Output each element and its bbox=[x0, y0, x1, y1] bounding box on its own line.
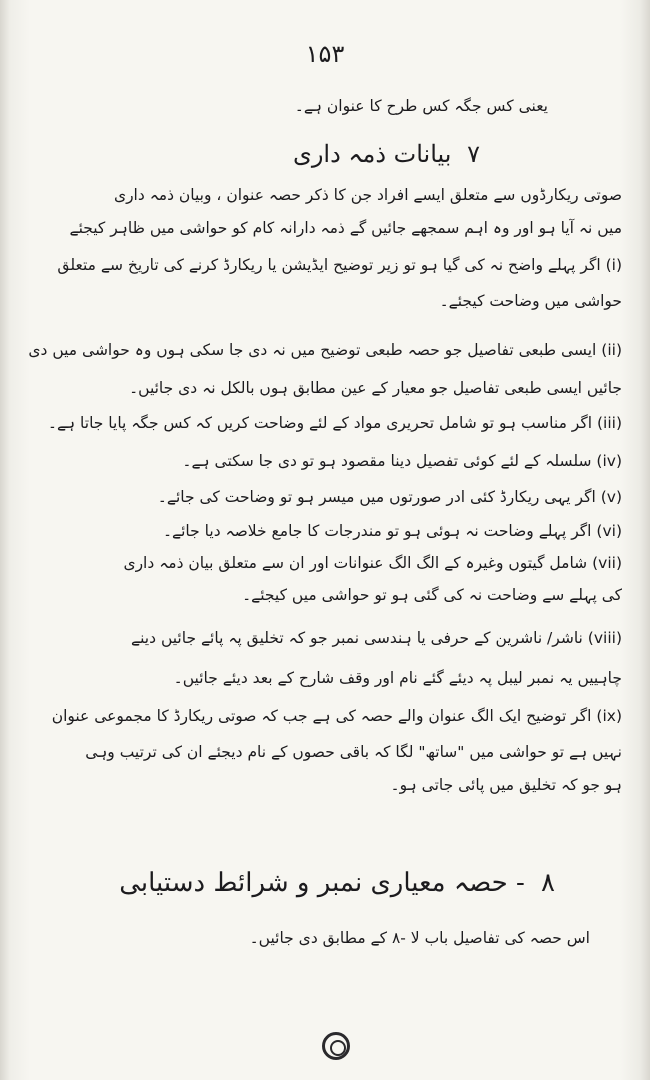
paragraph-line: (iii) اگر مناسب ہو تو شامل تحریری مواد کے لئے وضاحت کریں کہ کس جگہ پایا جاتا ہے۔ bbox=[47, 414, 622, 432]
page-number: ۱۵۳ bbox=[305, 40, 345, 68]
paragraph-line: حواشی میں وضاحت کیجئے۔ bbox=[439, 292, 622, 310]
paragraph-line: ہو جو کہ تخلیق میں پائی جاتی ہو۔ bbox=[390, 776, 622, 794]
intro-line: یعنی کس جگہ کس طرح کا عنوان ہے۔ bbox=[294, 97, 548, 115]
section-7-heading bbox=[293, 140, 480, 168]
section-7-number: ۷ bbox=[467, 140, 480, 168]
paragraph-line: (vi) اگر پہلے وضاحت نہ ہوئی ہو تو مندرجات کا جامع خلاصہ دیا جائے۔ bbox=[162, 522, 622, 540]
section-7-title: بیانات ذمہ داری bbox=[293, 140, 452, 168]
paragraph-line: جائیں ایسی طبعی تفاصیل جو معیار کے عین مطابق ہوں بالکل نہ دی جائیں۔ bbox=[129, 379, 622, 397]
paragraph-line: اس حصہ کی تفاصیل باب لا -۸ کے مطابق دی جائیں۔ bbox=[249, 929, 590, 947]
paragraph-line: صوتی ریکارڈوں سے متعلق ایسے افراد جن کا ذکر حصہ عنوان ، وبیان ذمہ داری bbox=[113, 186, 622, 204]
paragraph-line: چاہییں یہ نمبر لیبل پہ دیئے گئے نام اور وقف شارح کے بعد دیئے جائیں۔ bbox=[173, 669, 622, 687]
section-8-number: ۸ bbox=[541, 868, 555, 898]
paragraph-line: نہیں ہے تو حواشی میں "ساتھ" لگا کہ باقی حصوں کے نام دیجئے ان کی ترتیب وہی bbox=[85, 743, 622, 761]
section-8-title: - حصہ معیاری نمبر و شرائط دستیابی bbox=[119, 868, 525, 898]
paragraph-line: (ix) اگر توضیح ایک الگ عنوان والے حصہ کی ہے جب کہ صوتی ریکارڈ کا مجموعی عنوان bbox=[51, 707, 622, 725]
paragraph-line: (i) اگر پہلے واضح نہ کی گیا ہو تو زیر توضیح ایڈیشن یا ریکارڈ کرنے کی تاریخ سے متعلق bbox=[57, 256, 622, 274]
paragraph-line: (ii) ایسی طبعی تفاصیل جو حصہ طبعی توضیح میں نہ دی جا سکی ہوں وہ حواشی میں دی bbox=[28, 341, 622, 359]
paragraph-line: (vii) شامل گیتوں وغیرہ کے الگ الگ عنوانات اور ان سے متعلق بیان ذمہ داری bbox=[123, 554, 622, 572]
section-7-body bbox=[28, 180, 622, 802]
paragraph-line: (v) اگر یہی ریکارڈ کئی ادر صورتوں میں میسر ہو تو وضاحت کی جائے۔ bbox=[157, 488, 622, 506]
paragraph-line: (iv) سلسلہ کے لئے کوئی تفصیل دینا مقصود ہو تو دی جا سکتی ہے۔ bbox=[182, 452, 622, 470]
paragraph-line: میں نہ آیا ہو اور وہ اہم سمجھے جائیں گے ذمہ دارانہ کام کو حواشی میں ظاہر کیجئے bbox=[69, 219, 622, 237]
paragraph-line: کی پہلے سے وضاحت نہ کی گئی ہو تو حواشی میں کیجئے۔ bbox=[242, 586, 622, 604]
paragraph-line: (viii) ناشر/ ناشرین کے حرفی یا ہندسی نمبر جو کہ تخلیق پہ پائے جائیں دینے bbox=[131, 629, 622, 647]
page-ornament-circle bbox=[322, 1032, 350, 1060]
intro-line-block bbox=[68, 90, 548, 122]
section-8-body bbox=[70, 922, 590, 954]
section-8-heading bbox=[119, 868, 555, 898]
